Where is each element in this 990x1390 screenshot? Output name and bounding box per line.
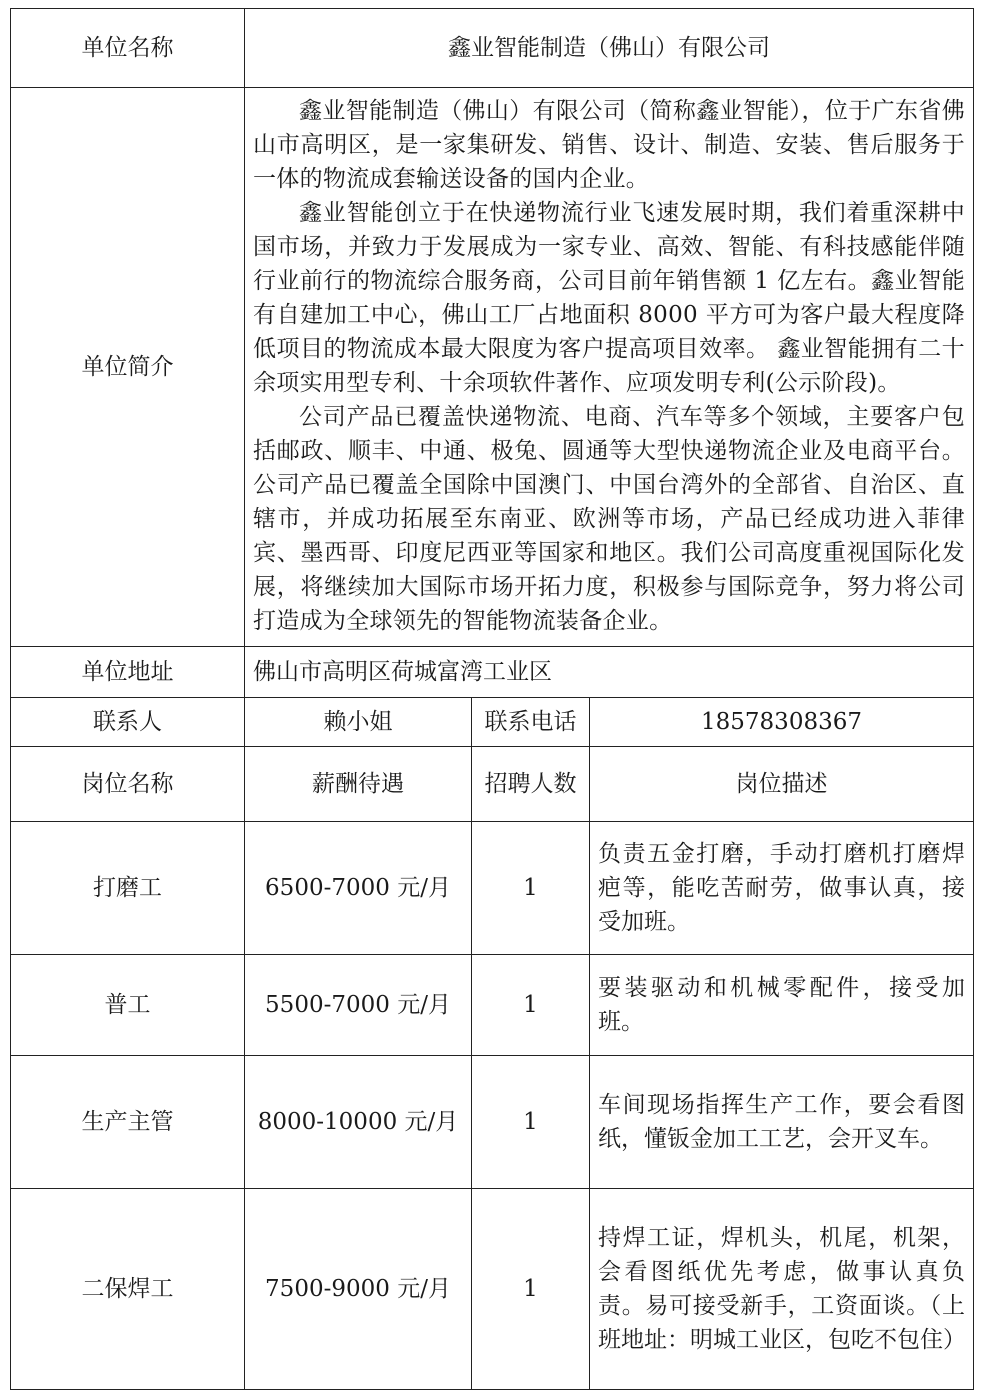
company-intro-row bbox=[11, 88, 974, 647]
intro-paragraph: 鑫业智能制造（佛山）有限公司（简称鑫业智能），位于广东省佛山市高明区，是一家集研发、销售、设计、制造、安装、售后服务于一体的物流成套输送设备的国内企业。 bbox=[253, 98, 965, 192]
job-title: 生产主管 bbox=[11, 1056, 245, 1189]
contact-label: 联系人 bbox=[11, 698, 245, 747]
job-description: 持焊工证，焊机头，机尾，机架，会看图纸优先考虑，做事认真负责。易可接受新手，工资面谈。（上班地址：明城工业区，包吃不包住） bbox=[590, 1189, 974, 1390]
company-intro bbox=[245, 88, 974, 647]
job-count: 1 bbox=[472, 955, 590, 1056]
company-address-row bbox=[11, 647, 974, 698]
job-row bbox=[11, 822, 974, 955]
job-count-header: 招聘人数 bbox=[472, 747, 590, 822]
recruitment-table bbox=[10, 8, 974, 1390]
job-description-header: 岗位描述 bbox=[590, 747, 974, 822]
job-title: 普工 bbox=[11, 955, 245, 1056]
job-description: 负责五金打磨，手动打磨机打磨焊疤等，能吃苦耐劳，做事认真，接受加班。 bbox=[590, 822, 974, 955]
job-count: 1 bbox=[472, 1056, 590, 1189]
company-intro-label: 单位简介 bbox=[11, 88, 245, 647]
job-salary: 5500-7000 元/月 bbox=[245, 955, 472, 1056]
job-salary-header: 薪酬待遇 bbox=[245, 747, 472, 822]
job-title: 二保焊工 bbox=[11, 1189, 245, 1390]
company-name: 鑫业智能制造（佛山）有限公司 bbox=[245, 9, 974, 88]
phone-label: 联系电话 bbox=[472, 698, 590, 747]
job-description: 车间现场指挥生产工作，要会看图纸，懂钣金加工工艺，会开叉车。 bbox=[590, 1056, 974, 1189]
job-row bbox=[11, 955, 974, 1056]
jobs-header-row bbox=[11, 747, 974, 822]
company-name-label: 单位名称 bbox=[11, 9, 245, 88]
job-row bbox=[11, 1189, 974, 1390]
job-title-header: 岗位名称 bbox=[11, 747, 245, 822]
job-row bbox=[11, 1056, 974, 1189]
intro-paragraph: 公司产品已覆盖快递物流、电商、汽车等多个领域，主要客户包括邮政、顺丰、中通、极兔、圆通等大型快递物流企业及电商平台。公司产品已覆盖全国除中国澳门、中国台湾外的全部省、自治区、直辖市，并成功拓展至东南亚、欧洲等市场，产品已经成功进入菲律宾、墨西哥、印度尼西亚等国家和地区。我们公司高度重视国际化发展，将继续加大国际市场开拓力度，积极参与国际竞争，努力将公司打造成为全球领先的智能物流装备企业。 bbox=[253, 404, 965, 634]
job-count: 1 bbox=[472, 822, 590, 955]
intro-paragraph: 鑫业智能创立于在快递物流行业飞速发展时期，我们着重深耕中国市场，并致力于发展成为一家专业、高效、智能、有科技感能伴随行业前行的物流综合服务商，公司目前年销售额 1 亿左右。鑫业智能有自建加工中心，佛山工厂占地面积 8000 平方可为客户最大程度降低项目的物流成本最大限度为客户提高项目效率。 鑫业智能拥有二十余项实用型专利、十余项软件著作、应项发明专利(公示阶段)。 bbox=[253, 200, 965, 396]
job-salary: 8000-10000 元/月 bbox=[245, 1056, 472, 1189]
contact-row bbox=[11, 698, 974, 747]
company-name-row bbox=[11, 9, 974, 88]
job-salary: 7500-9000 元/月 bbox=[245, 1189, 472, 1390]
company-address-label: 单位地址 bbox=[11, 647, 245, 698]
job-salary: 6500-7000 元/月 bbox=[245, 822, 472, 955]
company-address: 佛山市高明区荷城富湾工业区 bbox=[245, 647, 974, 698]
contact-name: 赖小姐 bbox=[245, 698, 472, 747]
job-count: 1 bbox=[472, 1189, 590, 1390]
phone-number: 18578308367 bbox=[590, 698, 974, 747]
job-description: 要装驱动和机械零配件，接受加班。 bbox=[590, 955, 974, 1056]
job-title: 打磨工 bbox=[11, 822, 245, 955]
